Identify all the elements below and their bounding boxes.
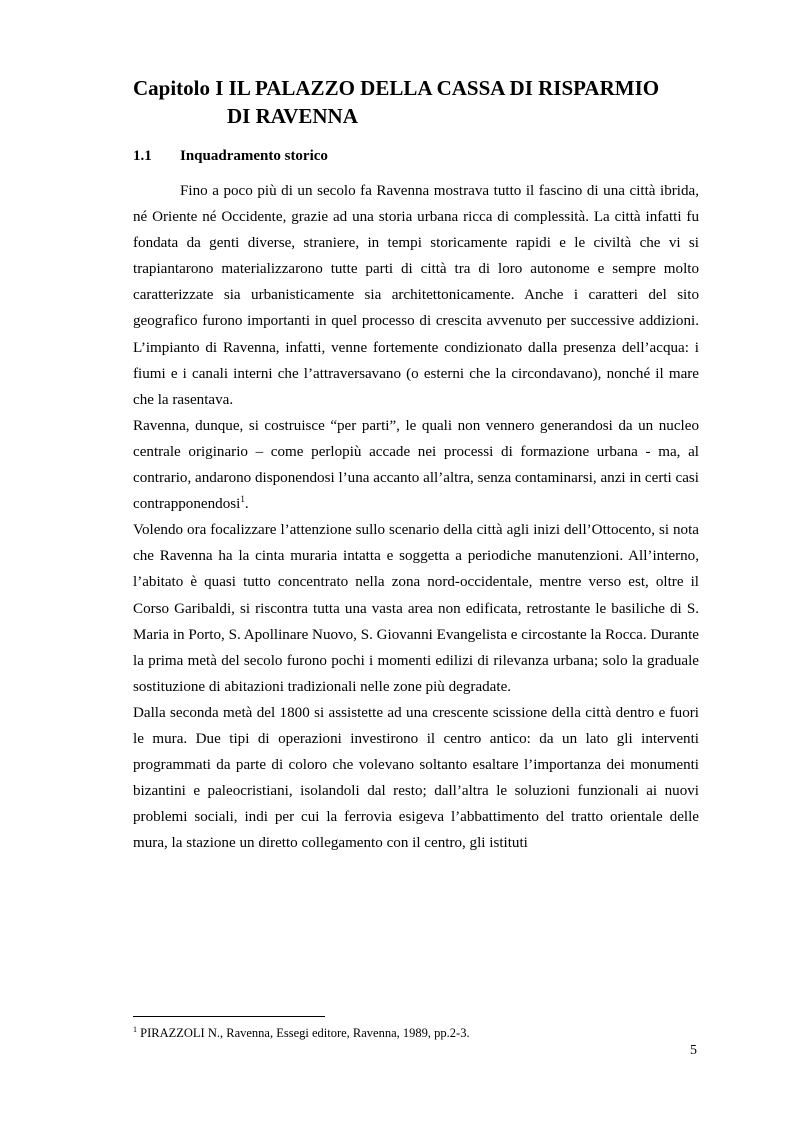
section-heading [133,148,328,165]
body-text [133,178,699,856]
section-number: 1.1 [133,148,152,164]
paragraph-4: Dalla seconda metà del 1800 si assistette ad una crescente scissione della città dentro e fuori le mura. Due tipi di operazioni investirono il centro antico: da un lato gli interventi programmati da parte di coloro che volevano soltanto esaltare l’importanza dei monumenti bizantini e paleocristiani, isolandoli dal resto; dall’altra le soluzioni funzionali ai nuovi problemi sociali, indi per cui la ferrovia esigeva l’abbattimento del tratto orientale delle mura, la stazione un diretto collegamento con il centro, gli istituti [133,704,699,852]
chapter-title [133,74,733,130]
paragraph-2-text: Ravenna, dunque, si costruisce “per parti”, le quali non vennero generandosi da un nucleo centrale originario – come perlopiù accade nei processi di formazione urbana - ma, al contrario, andarono disponendosi l’una accanto all’altra, senza contaminarsi, anzi in certi casi contrapponendosi [133,417,699,513]
chapter-title-line-1: Capitolo I IL PALAZZO DELLA CASSA DI RISPARMIO [133,76,660,100]
page-number: 5 [690,1043,697,1058]
footnote-marker: 1 [133,1024,137,1034]
footnote-reference[interactable]: 1 [240,494,245,505]
paragraph-1: Fino a poco più di un secolo fa Ravenna mostrava tutto il fascino di una città ibrida, né Oriente né Occidente, grazie ad una storia urbana ricca di complessità. La città infatti fu fondata da genti diverse, straniere, in tempi storicamente rapidi e le civiltà che vi si trapiantarono materializzarono tutte parti di città tra di loro autonome e sempre molto caratterizzate sia urbanisticamente sia architettonicamente. Anche i caratteri del sito geografico furono importanti in quel processo di crescita avvenuto per successive addizioni. L’impianto di Ravenna, infatti, venne fortemente condizionato dalla presenza dell’acqua: i fiumi e i canali interni che l’attraversavano (o esterni che la circondavano), nonché il mare che la rasentava. [133,183,699,408]
footnote-separator [133,1016,325,1017]
footnote-text: PIRAZZOLI N., Ravenna, Essegi editore, Ravenna, 1989, pp.2-3. [137,1026,470,1040]
paragraph-2-end: . [244,496,249,513]
paragraph-3: Volendo ora focalizzare l’attenzione sullo scenario della città agli inizi dell’Ottocento, si nota che Ravenna ha la cinta muraria intatta e soggetta a periodiche manutenzioni. All’interno, l’abitato è quasi tutto concentrato nella zona nord-occidentale, mentre verso est, oltre il Corso Garibaldi, si riscontra tutta una vasta area non edificata, retrostante le basiliche di S. Maria in Porto, S. Apollinare Nuovo, S. Giovanni Evangelista e circostante la Rocca. Durante la prima metà del secolo furono pochi i momenti edilizi di rilevanza urbana; solo la graduale sostituzione di abitazioni tradizionali nelle zone più degradate. [133,522,699,695]
paragraph-2 [133,413,699,517]
footnote [133,1026,699,1041]
chapter-title-line-2: DI RAVENNA [227,104,358,128]
section-title: Inquadramento storico [180,148,328,164]
